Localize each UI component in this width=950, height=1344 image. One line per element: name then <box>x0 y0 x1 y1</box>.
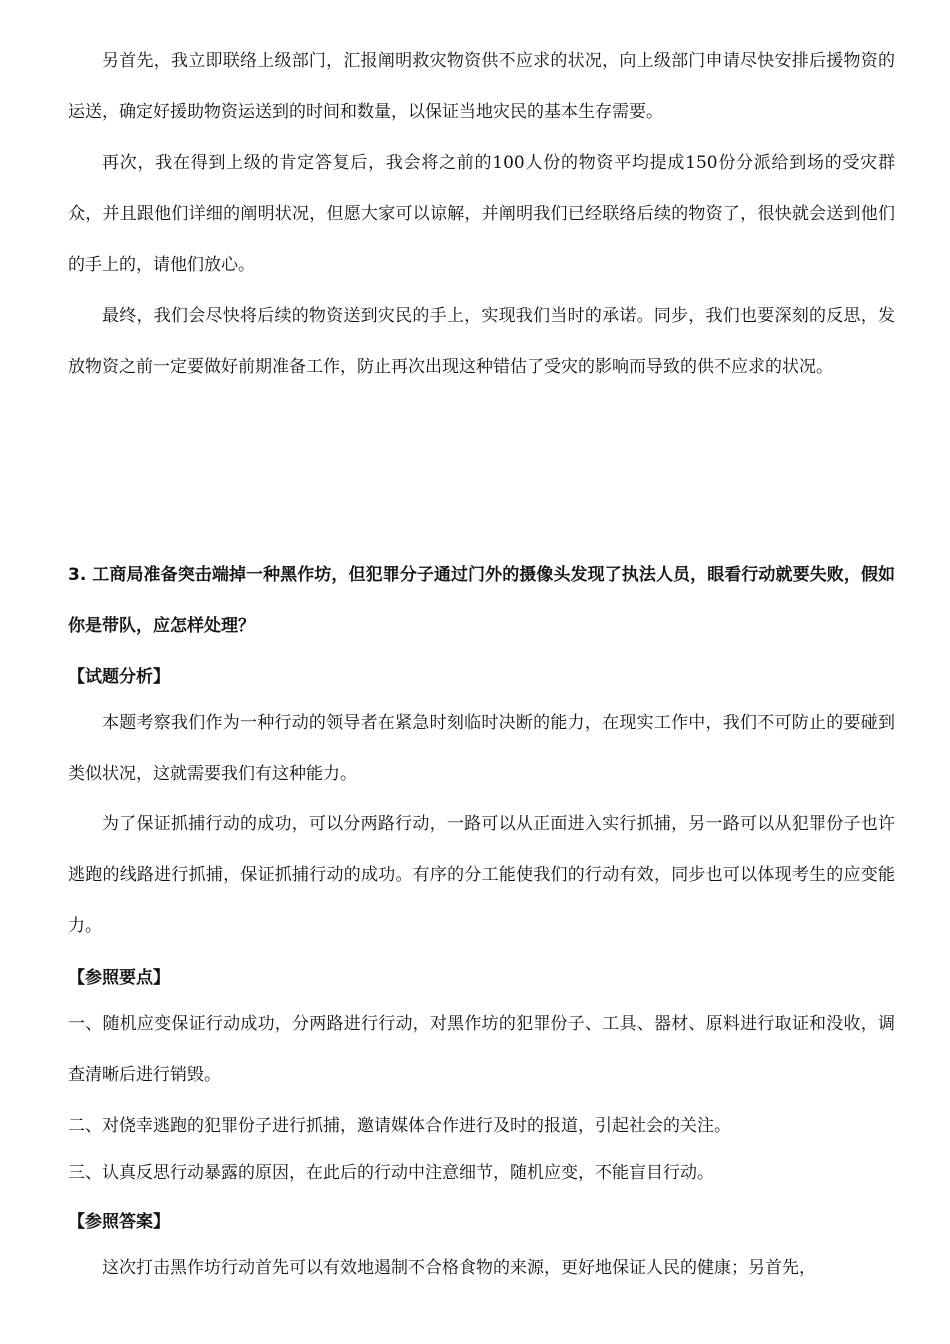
key-point-2: 二、对侥幸逃跑的犯罪份子进行抓捕，邀请媒体合作进行及时的报道，引起社会的关注。 <box>68 1116 731 1136</box>
paragraph-distribute-supplies: 再次，我在得到上级的肯定答复后，我会将之前的100人份的物资平均提成150份分派给到场的受灾群众，并且跟他们详细的阐明状况，但愿大家可以谅解，并阐明我们已经联络后续的物资了，很快就会送到他们的手上的，请他们放心。 <box>68 153 895 275</box>
analysis-paragraph-2: 为了保证抓捕行动的成功，可以分两路行动，一路可以从正面进入实行抓捕，另一路可以从犯罪份子也许逃跑的线路进行抓捕，保证抓捕行动的成功。有序的分工能使我们的行动有效，同步也可以体现考生的应变能力。 <box>68 814 895 936</box>
question-3: 3. 工商局准备突击端掉一种黑作坊，但犯罪分子通过门外的摄像头发现了执法人员，眼看行动就要失败，假如你是带队，应怎样处理？ <box>68 565 895 636</box>
key-points-heading: 【参照要点】 <box>68 968 170 988</box>
reference-answer-heading: 【参照答案】 <box>68 1212 170 1232</box>
key-point-3: 三、认真反思行动暴露的原因，在此后的行动中注意细节，随机应变，不能盲目行动。 <box>68 1163 714 1183</box>
paragraph-reflection: 最终，我们会尽快将后续的物资送到灾民的手上，实现我们当时的承诺。同步，我们也要深刻的反思，发放物资之前一定要做好前期准备工作，防止再次出现这种错估了受灾的影响而导致的供不应求的状况。 <box>68 306 895 377</box>
analysis-paragraph-1: 本题考察我们作为一种行动的领导者在紧急时刻临时决断的能力，在现实工作中，我们不可防止的要碰到类似状况，这就需要我们有这种能力。 <box>68 713 895 784</box>
analysis-heading: 【试题分析】 <box>68 667 170 687</box>
reference-answer-paragraph: 这次打击黑作坊行动首先可以有效地遏制不合格食物的来源，更好地保证人民的健康；另首先， <box>102 1258 816 1278</box>
key-point-1: 一、随机应变保证行动成功，分两路进行行动，对黑作坊的犯罪份子、工具、器材、原料进行取证和没收，调查清晰后进行销毁。 <box>68 1014 895 1085</box>
paragraph-contact-superiors: 另首先，我立即联络上级部门，汇报阐明救灾物资供不应求的状况，向上级部门申请尽快安排后援物资的运送，确定好援助物资运送到的时间和数量，以保证当地灾民的基本生存需要。 <box>68 51 895 122</box>
